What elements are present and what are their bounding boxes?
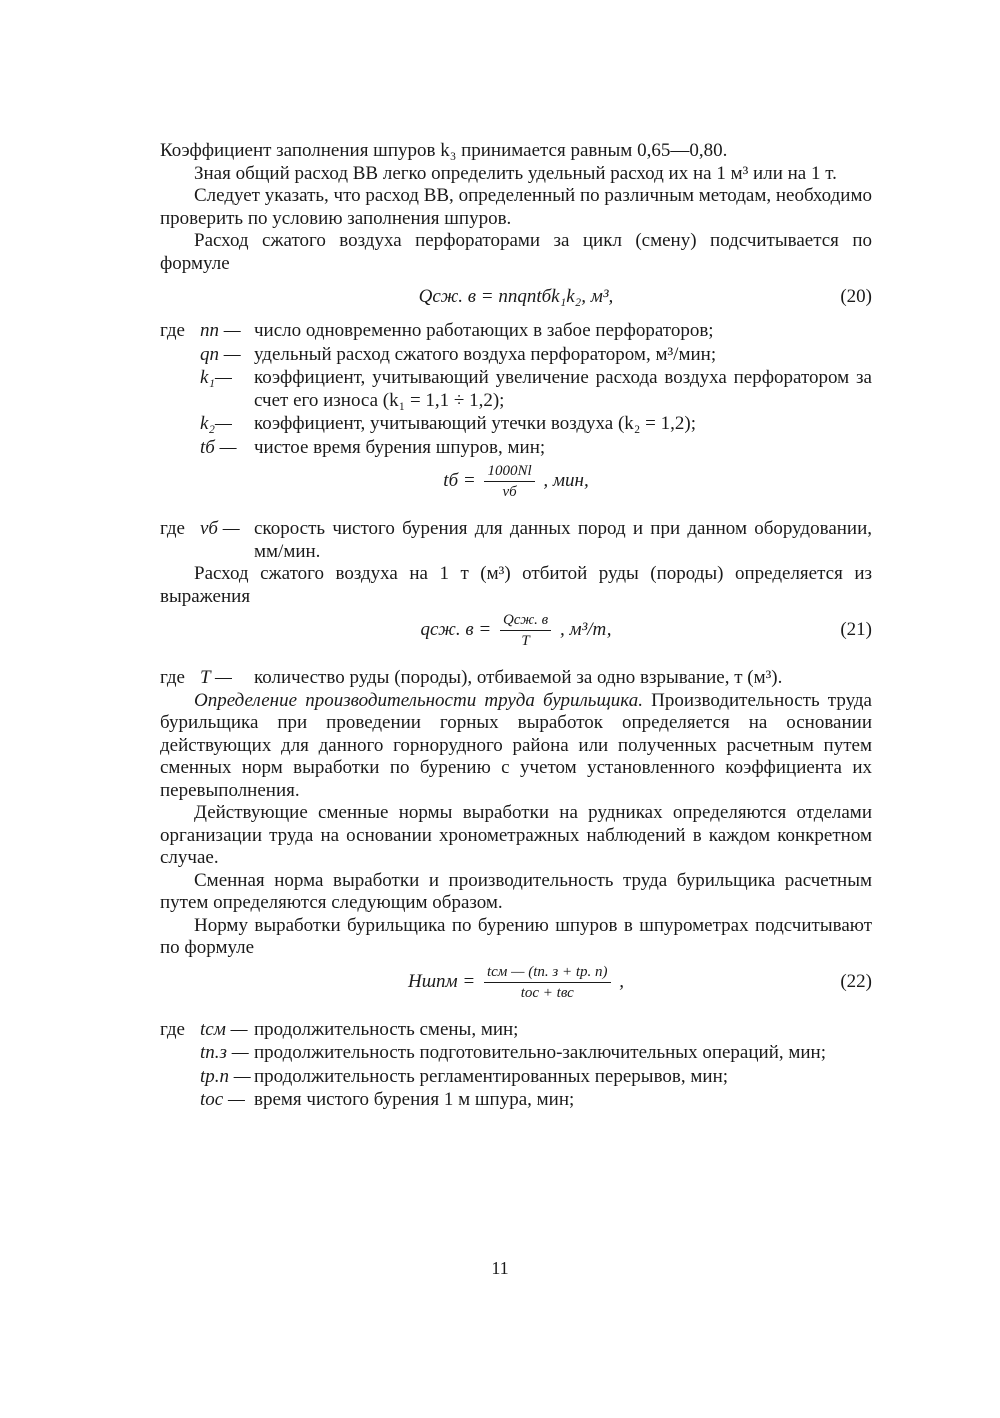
definition-lead [160,344,200,367]
definition-lead: где [160,667,185,688]
definition-item [160,344,872,367]
definition-text: продолжительность подготовительно-заключительных операций, мин; [254,1042,827,1063]
paragraph: Расход сжатого воздуха на 1 т (м³) отбитой руды (породы) определяется из выражения [160,563,872,607]
definitions-22 [160,1019,872,1112]
definition-text: число одновременно работающих в забое перфораторов; [254,320,714,341]
definition-item [160,1066,872,1089]
definition-item [160,1089,872,1112]
definition-text: продолжительность регламентированных перерывов, мин; [254,1065,729,1087]
definition-text: удельный расход сжатого воздуха перфоратором, м³/мин; [254,343,717,365]
equation-21 [160,608,872,666]
fraction-denominator: T [521,633,530,650]
definition-item [160,367,872,412]
fraction-denominator: vб [502,484,517,501]
definition-symbol: tб — [200,436,237,458]
equation-20 [160,275,872,319]
definition-symbol: k₂— [200,413,232,434]
definition-lead [160,1066,200,1089]
equation-number: (22) [840,970,872,992]
definition-lead [160,437,200,460]
definition-symbol: tсм — [200,1018,248,1040]
fraction-numerator: tсм — (tп. з + tр. п) [484,962,611,983]
definition-item [160,437,872,460]
equation-number: (20) [840,286,872,307]
definition-lead: где [160,1018,185,1040]
definition-lead: где [160,518,185,539]
definitions-tb [160,518,872,563]
equation-22 [160,960,872,1018]
definition-lead [160,413,200,436]
definition-item [160,1019,872,1042]
paragraph: Зная общий расход ВВ легко определить удельный расход их на 1 м³ или на 1 т. [194,162,837,184]
section-heading: Определение производительности труда бурильщика. [194,689,643,711]
fraction-denominator: tос + tвс [520,984,574,1001]
paragraph: Действующие сменные нормы выработки на рудниках определяются отделами организации труда на основании хронометражных наблюдений в каждом конкретном случае. [160,802,872,868]
paragraph: Расход сжатого воздуха перфораторами за цикл (смену) подсчитывается по формуле [160,230,872,274]
equation-lhs: Hшпм = [407,970,476,992]
equation-formula: Qсж. в = nпqпtбk₁k₂, м³, [418,286,614,307]
definition-item [160,667,872,690]
fraction-numerator: Qсж. в [500,610,551,631]
fraction [484,962,611,1003]
equation-rhs: , мин, [543,470,589,491]
paragraph-text: Производительность труда бурильщика при проведении горных выработок определяется на основании действующих для данного горнорудного района или полученных расчетным путем сменных норм выработки по бурению с учетом установленного коэффициента их перевыполнения. [160,689,872,801]
equation-rhs: , [619,970,625,992]
paragraph: Сменная норма выработки и производительность труда бурильщика расчетным путем определяются следующим образом. [160,869,872,913]
paragraph: Коэффициент заполнения шпуров k₃ принимается равным 0,65—0,80. [160,140,728,161]
definition-symbol: tос — [200,1089,245,1110]
definition-text: продолжительность смены, мин; [254,1018,519,1040]
definition-symbol: nп — [200,320,241,341]
definition-item [160,1042,872,1065]
definition-text: коэффициент, учитывающий увеличение расхода воздуха перфоратором за счет его износа (k₁ = 1,1 ÷ 1,2); [254,367,872,411]
definition-symbol: vб — [200,518,240,539]
definition-text: коэффициент, учитывающий утечки воздуха (k₂ = 1,2); [254,413,696,434]
definitions-20 [160,320,872,459]
fraction [500,610,551,651]
definition-lead [160,367,200,412]
definition-text: количество руды (породы), отбиваемой за одно взрывание, т (м³). [254,667,783,688]
page-number: 11 [491,1258,509,1278]
definition-symbol: tп.з — [200,1042,249,1063]
definitions-21 [160,667,872,690]
definition-symbol: k₁— [200,367,232,388]
definition-lead: где [160,320,185,341]
definition-symbol: tр.п — [200,1065,251,1087]
definition-symbol: qп — [200,343,241,365]
equation-rhs: , м³/т, [559,619,612,640]
definition-text: время чистого бурения 1 м шпура, мин; [254,1089,575,1110]
paragraph: Следует указать, что расход ВВ, определенный по различным методам, необходимо проверить по условию заполнения шпуров. [160,185,872,229]
definition-symbol: T — [200,667,232,688]
definition-item [160,413,872,436]
definition-lead [160,1089,200,1112]
definition-lead [160,1042,200,1065]
equation-number: (21) [840,619,872,640]
definition-item [160,518,872,563]
definition-item [160,320,872,343]
fraction [484,461,534,502]
definition-text: чистое время бурения шпуров, мин; [254,436,546,458]
paragraph: Норму выработки бурильщика по бурению шпуров в шпурометрах подсчитывают по формуле [160,914,872,958]
equation-tb [160,459,872,517]
paragraph [160,690,872,803]
equation-lhs: qсж. в = [420,619,492,640]
equation-lhs: tб = [443,470,476,491]
document-page [160,140,872,1112]
fraction-numerator: 1000Nl [484,461,534,482]
definition-text: скорость чистого бурения для данных пород и при данном оборудовании, мм/мин. [254,518,872,562]
